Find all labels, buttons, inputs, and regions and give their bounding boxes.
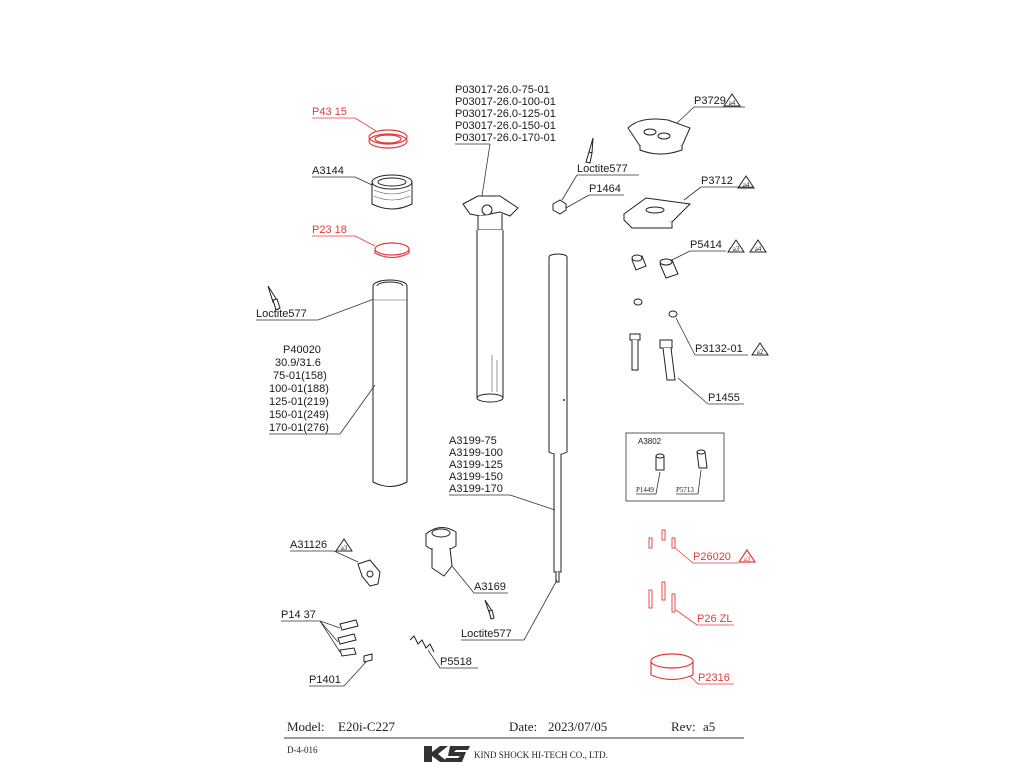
- part-p26zl: [649, 582, 734, 625]
- label-p40020-2: 75-01(158): [273, 370, 327, 382]
- label-p3712: P3712: [701, 175, 733, 187]
- label-a3199-4: A3199-170: [449, 483, 503, 495]
- label-p2316: P2316: [698, 672, 730, 684]
- label-a31126: A31126: [290, 539, 328, 551]
- label-p1437: P14 37: [281, 609, 316, 621]
- kit-a3802: [626, 433, 724, 501]
- rev-p5414-a: a3: [732, 245, 740, 253]
- label-p5518: P5518: [440, 656, 472, 668]
- part-p1437: [281, 609, 358, 656]
- label-a3199-1: A3199-100: [449, 447, 503, 459]
- label-p2318: P23 18: [312, 224, 347, 236]
- part-a3169: [426, 527, 508, 593]
- part-a3199: [449, 254, 567, 582]
- rev-a31126: a3: [340, 544, 348, 552]
- label-p03017-4: P03017-26.0-170-01: [455, 132, 556, 144]
- label-p40020-4: 125-01(219): [269, 396, 329, 408]
- part-p5518: [410, 636, 478, 668]
- label-a3802: A3802: [638, 437, 662, 446]
- label-loctite-bottom: Loctite577: [461, 628, 512, 640]
- label-p3132: P3132-01: [695, 343, 743, 355]
- label-a3169: A3169: [474, 581, 506, 593]
- title-block: [284, 719, 744, 762]
- footer-date-value: 2023/07/05: [548, 719, 608, 734]
- rev-p5414-b: a4: [754, 245, 762, 253]
- label-p5713: P5713: [676, 486, 694, 494]
- footer-rev-value: a5: [703, 719, 716, 734]
- part-loctite-left: [256, 286, 382, 320]
- footer-company: KIND SHOCK HI-TECH CO., LTD.: [474, 750, 608, 760]
- label-p40020-5: 150-01(249): [269, 409, 329, 421]
- label-a3144: A3144: [312, 165, 344, 177]
- footer-model-value: E20i-C227: [338, 719, 396, 734]
- label-p40020-6: 170-01(276): [269, 422, 329, 434]
- label-p1449: P1449: [636, 486, 654, 494]
- part-a31126: [290, 539, 380, 586]
- label-loctite-left: Loctite577: [256, 308, 307, 320]
- label-p03017-1: P03017-26.0-100-01: [455, 96, 556, 108]
- label-p1464: P1464: [589, 183, 621, 195]
- label-p40020-1: 30.9/31.6: [275, 357, 321, 369]
- part-p1464: [553, 138, 639, 214]
- part-p4315: [312, 106, 407, 148]
- label-a3199-2: A3199-125: [449, 459, 503, 471]
- footer-rev-label: Rev:: [671, 719, 696, 734]
- label-p03017-2: P03017-26.0-125-01: [455, 108, 556, 120]
- part-p03017: [455, 84, 556, 402]
- label-p5414: P5414: [690, 239, 722, 251]
- label-loctite-top: Loctite577: [577, 163, 628, 175]
- rev-p3712: a4: [742, 181, 750, 189]
- label-p1455: P1455: [708, 392, 740, 404]
- part-p3729: [628, 94, 745, 154]
- part-p2316: [651, 654, 734, 684]
- label-p3729: P3729: [694, 95, 726, 107]
- rev-p3729: a4: [728, 99, 736, 107]
- label-a3199-3: A3199-150: [449, 471, 503, 483]
- label-a3199-0: A3199-75: [449, 435, 497, 447]
- footer-doc-code: D-4-016: [287, 745, 318, 755]
- part-p3132: [630, 299, 768, 370]
- part-p5414: [632, 239, 766, 278]
- label-p03017-3: P03017-26.0-150-01: [455, 120, 556, 132]
- label-p1401: P1401: [309, 674, 341, 686]
- label-p40020-0: P40020: [283, 344, 321, 356]
- part-p2318: [312, 224, 409, 258]
- footer-model-label: Model:: [287, 719, 325, 734]
- part-p26020: [649, 530, 755, 563]
- part-a3144: [312, 165, 412, 209]
- ks-logo: [424, 746, 470, 762]
- part-p1401: [309, 654, 372, 686]
- label-p26020: P26020: [693, 551, 731, 563]
- footer-date-label: Date:: [509, 719, 538, 734]
- rev-p26020: a3: [743, 555, 751, 563]
- label-p03017-0: P03017-26.0-75-01: [455, 84, 550, 96]
- rev-p3132: a2: [756, 348, 764, 356]
- label-p4315: P43 15: [312, 106, 347, 118]
- label-p26zl: P26 ZL: [697, 613, 733, 625]
- part-p3712: [624, 175, 754, 228]
- label-p40020-3: 100-01(188): [269, 383, 329, 395]
